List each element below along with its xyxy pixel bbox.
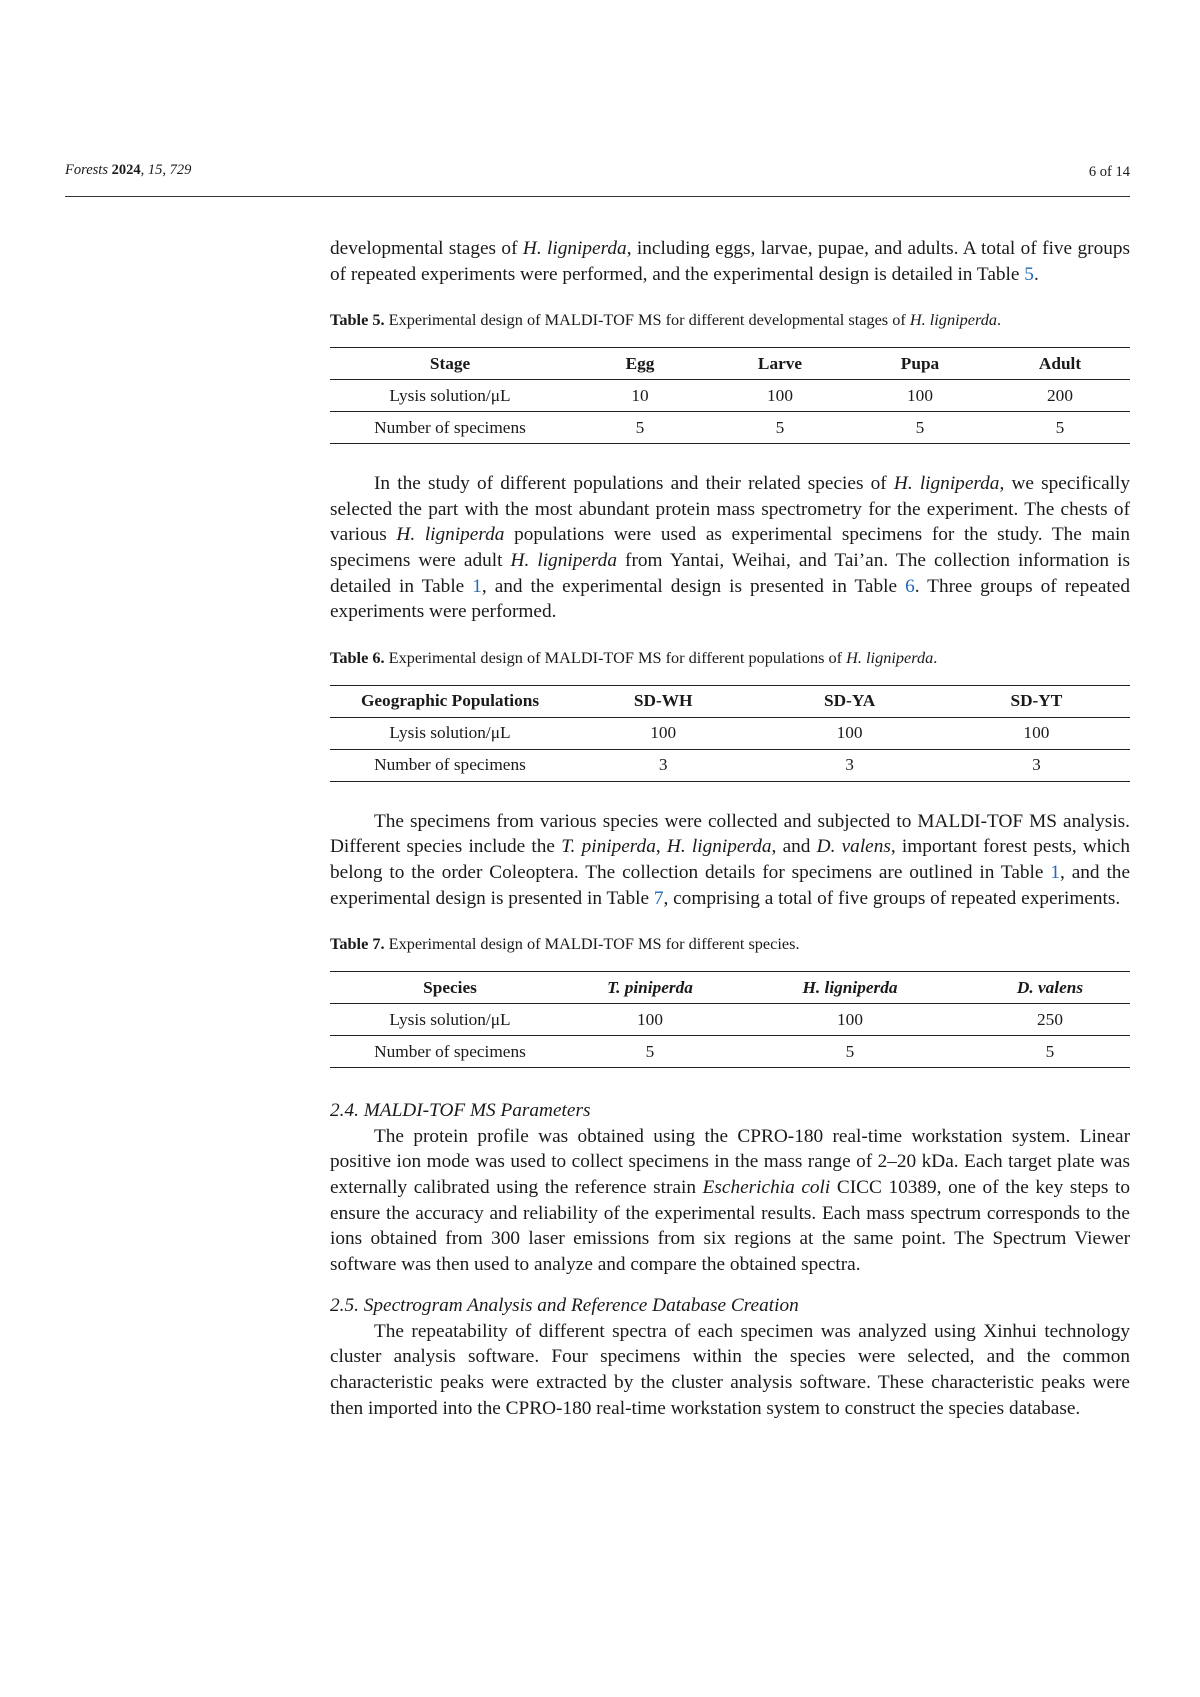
table-6-caption [330, 647, 1130, 669]
table-cell: 3 [1032, 755, 1041, 775]
species-name: H. ligniperda [846, 647, 934, 667]
column-header: H. ligniperda [730, 972, 970, 1004]
text: , [655, 836, 667, 858]
column-header: T. piniperda [570, 972, 730, 1004]
text: The specimens from various species were collected and subjected to MALDI-TOF MS analysis. Different species include the [330, 810, 1130, 858]
column-header: Pupa [850, 348, 990, 380]
journal-citation [65, 162, 191, 179]
text: In the study of different populations and their related species of [374, 473, 894, 495]
species-name: H. ligniperda [396, 524, 505, 546]
paragraph-maldi-parameters [330, 1124, 1130, 1278]
page-number: 6 of 14 [1088, 164, 1130, 180]
text: CICC 10389, one of the key steps to ensure the accuracy and reliability of the experimental results. Each mass spectrum corresponds to the ions obtained from 300 laser emissions from six regions at the same point. The Spectrum Viewer software was then used to analyze and compare the obtained spectra. [330, 1176, 1131, 1275]
journal-volume: , 15, 729 [140, 162, 192, 178]
section-heading-2-5: 2.5. Spectrogram Analysis and Reference Database Creation [330, 1295, 799, 1317]
text: The protein profile was obtained using the CPRO-180 real-time workstation system. Linear positive ion mode was used to collect specimens in the mass range of 2–20 kDa. Each target plate was externally calibrated using the reference strain [330, 1125, 1130, 1198]
table-cell: 100 [943, 717, 1130, 749]
column-header: Larve [710, 348, 850, 380]
column-header: SD-YA [756, 685, 942, 717]
section-heading-2-4: 2.4. MALDI-TOF MS Parameters [330, 1100, 591, 1122]
table-row [330, 749, 1130, 781]
caption-text: . [933, 647, 938, 667]
table-cell: Lysis solution/μL [330, 380, 570, 412]
table-row [330, 1004, 1130, 1036]
table-cell: Number of specimens [374, 417, 526, 437]
table-5 [330, 347, 1130, 444]
table-header-row [330, 685, 1130, 717]
caption-text: Experimental design of MALDI-TOF MS for different developmental stages of [384, 310, 910, 330]
table-row [330, 1036, 1130, 1068]
table-cell: 100 [850, 380, 990, 412]
text: developmental stages of [330, 238, 523, 259]
paragraph-species [330, 809, 1130, 911]
caption-text: Experimental design of MALDI-TOF MS for different species. [384, 934, 800, 954]
text: , and the experimental design is presented in Table [330, 861, 1131, 909]
table-6 [330, 685, 1130, 782]
page-content [330, 236, 1130, 1421]
species-name: D. valens [816, 836, 891, 858]
table-cell: 200 [990, 380, 1130, 412]
text: , and the experimental design is presented in Table [481, 575, 906, 597]
table-cell: Lysis solution/μL [330, 1004, 570, 1036]
table-cell: Number of specimens [374, 755, 526, 775]
column-header: SD-WH [570, 685, 756, 717]
paragraph-spectrogram-analysis: The repeatability of different spectra of each specimen was analyzed using Xinhui technology cluster analysis software. Four specimens within the species were selected, and the common characteristic peaks were extracted by the cluster analysis software. These characteristic peaks were then imported into the CPRO-180 real-time workstation system to construct the species database. [330, 1320, 1130, 1419]
text: populations were used as experimental specimens for the study. The main specimens were adult [330, 524, 1130, 571]
text: . [1033, 263, 1039, 285]
table-header-row [330, 972, 1130, 1004]
text: , and [771, 836, 817, 858]
column-header: Egg [570, 348, 710, 380]
species-name: Escherichia coli [702, 1176, 831, 1198]
caption-label: Table 5. [330, 310, 385, 330]
table-7-link[interactable]: 7 [653, 887, 664, 909]
caption-text: . [997, 310, 1002, 330]
table-cell: 5 [915, 417, 925, 437]
table-cell: 5 [1055, 417, 1065, 437]
table-row [330, 717, 1130, 749]
table-cell: 100 [710, 380, 850, 412]
table-cell: 5 [635, 417, 645, 437]
column-header: Species [330, 972, 570, 1004]
table-cell: 5 [845, 1041, 855, 1061]
table-1-link[interactable]: 1 [472, 575, 482, 597]
species-name: T. piniperda [561, 836, 656, 858]
table-cell: 5 [645, 1041, 655, 1061]
table-cell: 5 [1045, 1041, 1055, 1061]
text: , comprising a total of five groups of repeated experiments. [663, 887, 1121, 909]
journal-name: Forests [65, 162, 108, 178]
table-cell: 100 [730, 1004, 970, 1036]
column-header: Stage [330, 348, 570, 380]
table-cell: 100 [570, 1004, 730, 1036]
table-cell: 5 [775, 417, 785, 437]
column-header: D. valens [970, 972, 1130, 1004]
table-5-link[interactable]: 5 [1024, 263, 1034, 285]
caption-label: Table 6. [330, 647, 385, 667]
caption-label: Table 7. [330, 934, 385, 954]
table-1-link[interactable]: 1 [1050, 861, 1060, 883]
table-cell: 3 [845, 755, 854, 775]
running-header [65, 160, 1130, 197]
text: , important forest pests, which belong to the order Coleoptera. The collection details for specimens are outlined in Table [330, 836, 1130, 883]
table-7-caption [330, 933, 1130, 955]
species-name: H. ligniperda [522, 238, 627, 259]
table-cell: Number of specimens [374, 1041, 526, 1061]
table-cell: 10 [570, 380, 710, 412]
paragraph-intro [330, 236, 1130, 287]
table-5-caption [330, 309, 1130, 331]
table-cell: 250 [970, 1004, 1130, 1036]
text: from Yantai, Weihai, and Tai’an. The collection information is detailed in Table [330, 549, 1130, 597]
column-header: Geographic Populations [330, 685, 570, 717]
table-cell: 3 [658, 755, 668, 775]
column-header: SD-YT [943, 685, 1130, 717]
species-name: H. ligniperda [909, 310, 997, 330]
caption-text: Experimental design of MALDI-TOF MS for different populations of [384, 647, 847, 667]
table-row [330, 412, 1130, 444]
table-7 [330, 971, 1130, 1068]
species-name: H. ligniperda [893, 473, 1000, 495]
text: , including eggs, larvae, pupae, and adults. A total of five groups of repeated experiments were performed, and the experimental design is detailed in Table [330, 238, 1131, 285]
table-6-link[interactable]: 6 [905, 575, 915, 597]
table-row [330, 380, 1130, 412]
species-name: H. ligniperda [510, 549, 617, 571]
table-cell: 100 [756, 717, 942, 749]
text: . Three groups of repeated experiments were performed. [330, 575, 1130, 623]
paragraph-populations [330, 471, 1130, 625]
text: , we specifically selected the part with the most abundant protein mass spectrometry for the experiment. The chests of various [330, 473, 1130, 546]
table-header-row [330, 348, 1130, 380]
column-header: Adult [990, 348, 1130, 380]
journal-year: 2024 [111, 162, 141, 178]
table-cell: 100 [570, 717, 756, 749]
table-cell: Lysis solution/μL [330, 717, 570, 749]
species-name: H. ligniperda [666, 836, 772, 858]
